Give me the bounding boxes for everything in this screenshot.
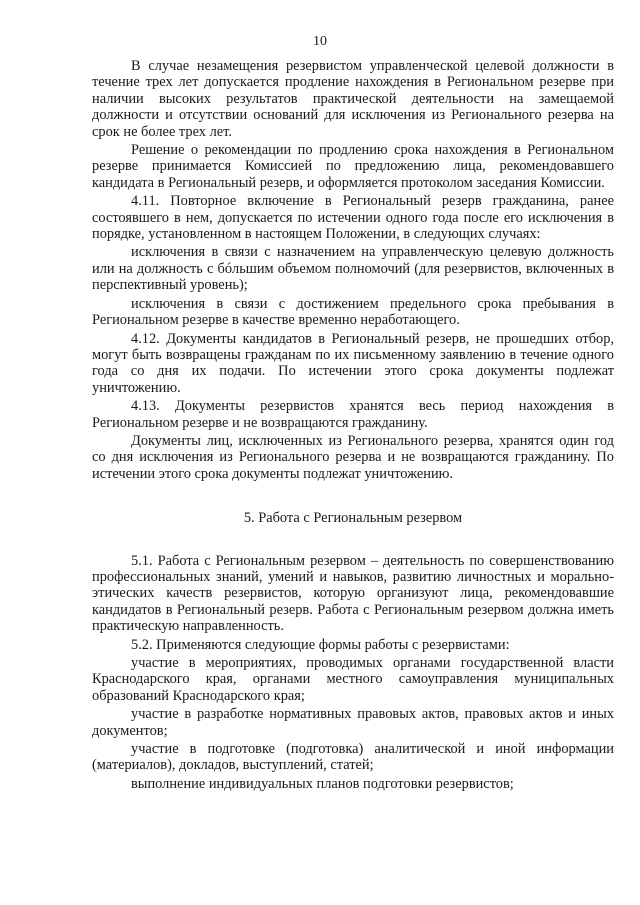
paragraph-extension-of-stay: В случае незамещения резервистом управленческой целевой должности в течение трех лет допускается продление нахождения в Региональном резерве при наличии высоких результатов практической деятельности на замещаемой должности и отсутствии оснований для исключения из Регионального резерва на срок не более трех лет. bbox=[92, 58, 614, 140]
paragraph-excluded-documents: Документы лиц, исключенных из Регионального резерва, хранятся один год со дня исключения из Регионального резерва и не возвращаются гражданину. По истечении этого срока документы подлежат уничтожению. bbox=[92, 432, 614, 482]
document-body bbox=[92, 58, 614, 792]
list-item-drafting-acts: участие в разработке нормативных правовых актов, правовых актов и иных документов; bbox=[92, 706, 614, 739]
list-item-individual-plans: выполнение индивидуальных планов подготовки резервистов; bbox=[131, 775, 514, 792]
list-item-exclusion-term-limit: исключения в связи с достижением предельного срока пребывания в Региональном резерве в качестве временно неработающего. bbox=[92, 295, 614, 329]
page-number: 10 bbox=[313, 34, 327, 49]
paragraph-extension-decision: Решение о рекомендации по продлению срока нахождения в Региональном резерве принимается Комиссией по предложению лица, рекомендовавшего кандидата в Региональный резерв, и оформляется протоколом заседания Комиссии. bbox=[92, 142, 614, 191]
paragraph-4-11: 4.11. Повторное включение в Региональный резерв гражданина, ранее состоявшего в нем, допускается по истечении одного года после его исключения в порядке, установленном в настоящем Положении, в следующих случаях: bbox=[92, 193, 614, 243]
section-heading: 5. Работа с Региональным резервом bbox=[243, 510, 463, 527]
paragraph-5-2: 5.2. Применяются следующие формы работы с резервистами: bbox=[131, 636, 510, 653]
list-item-events: участие в мероприятиях, проводимых органами государственной власти Краснодарского края, органами местного самоуправления муниципальных образований Краснодарского края; bbox=[92, 655, 614, 704]
paragraph-4-13: 4.13. Документы резервистов хранятся весь период нахождения в Региональном резерве и не возвращаются гражданину. bbox=[92, 398, 614, 431]
paragraph-5-1: 5.1. Работа с Региональным резервом – деятельность по совершенствованию профессиональных знаний, умений и навыков, развитию личностных и морально-этических качеств резервистов, которую организуют лица, рекомендовавшие кандидатов в Региональный резерв. Работа с Региональным резервом должна иметь практическую направленность. bbox=[92, 552, 614, 635]
list-item-exclusion-appointment: исключения в связи с назначением на управленческую целевую должность или на должность с бóльшим объемом полномочий (для резервистов, включенных в перспективный уровень); bbox=[92, 244, 614, 294]
paragraph-4-12: 4.12. Документы кандидатов в Региональный резерв, не прошедших отбор, могут быть возвращены гражданам по их письменному заявлению в течение одного года со дня их подачи. По истечении этого срока документы подлежат уничтожению. bbox=[92, 330, 614, 396]
list-item-analytics: участие в подготовке (подготовка) аналитической и иной информации (материалов), докладов, выступлений, статей; bbox=[92, 741, 614, 774]
